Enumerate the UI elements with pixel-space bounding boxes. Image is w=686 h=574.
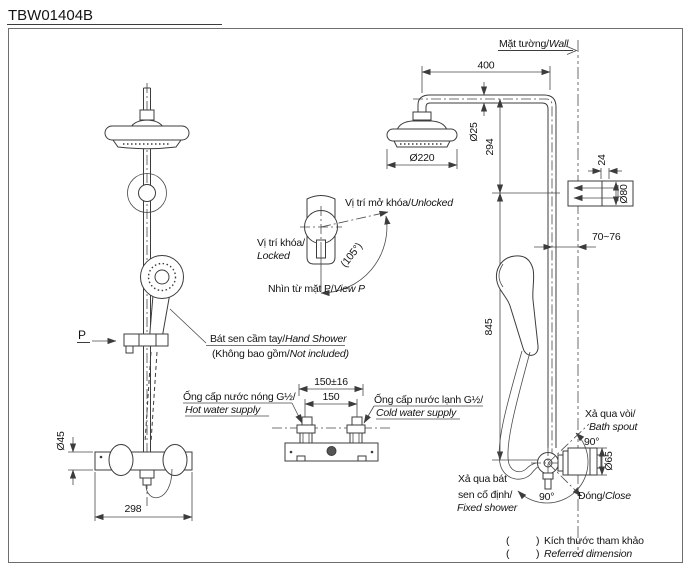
locked-label-vi: Vị trí khóa/ (257, 237, 305, 249)
dim-400-label: 400 (477, 59, 495, 72)
overhead-shower-front (105, 120, 189, 149)
bath-spout-label-en: Bath spout (589, 421, 638, 433)
dim-65-label: Ø65 (603, 451, 615, 471)
fixed-shower-label-en: Fixed shower (457, 502, 518, 514)
hot-water-label-vi: Ống cấp nước nóng G½/ (183, 391, 296, 403)
dim-220-label: Ø220 (409, 152, 435, 164)
fixed-shower-label-vi2: sen cố định/ (458, 489, 513, 501)
cold-water-label-vi: Ống cấp nước lạnh G½/ (374, 394, 483, 406)
unlocked-label: Vị trí mở khóa/Unlocked (345, 197, 453, 209)
bath-spout-label-vi: Xả qua vòi/ (585, 408, 636, 420)
top-connector-nut (140, 110, 154, 120)
mixer-valve-front (95, 445, 192, 498)
view-p-caption: Nhìn từ mặt P/View P (268, 283, 365, 295)
model-number-title: TBW01404B (8, 7, 94, 24)
supply-view (183, 376, 483, 461)
dim-845-label: 845 (483, 318, 495, 336)
angle-bottom-label: 90° (539, 491, 555, 503)
side-view (387, 38, 638, 556)
dim-arm-drop (492, 99, 560, 193)
wall-label: Mặt tường/Wall (499, 38, 569, 50)
locked-label-en: Locked (257, 250, 290, 262)
footnote (506, 535, 644, 560)
dim-connector-offset (588, 168, 622, 179)
footnote-line1: ( ) Kích thước tham khảo (506, 535, 644, 547)
dim-valve-diameter (68, 437, 93, 485)
slide-bracket-front (124, 334, 168, 353)
dim-25-label: Ø25 (468, 122, 480, 142)
dim-298-label: 298 (124, 503, 142, 515)
hand-shower-label: Bát sen cầm tay/Hand Shower (210, 333, 347, 345)
dim-7076-label: 70~76 (592, 231, 621, 243)
detail-view-p (257, 196, 454, 296)
mixer-body-top-view (285, 443, 378, 461)
left-knob (109, 445, 133, 476)
view-p-marker: P (78, 328, 86, 342)
dim-150pm16-label: 150±16 (314, 376, 348, 388)
fixed-shower-label-vi1: Xả qua bát (458, 473, 507, 485)
close-label: Đóng/Close (578, 490, 631, 502)
dim-294-label: 294 (484, 138, 496, 156)
overhead-shower-side (387, 121, 457, 147)
dim-105-label: (105°) (338, 240, 365, 270)
cold-water-label-en: Cold water supply (376, 407, 457, 419)
right-knob (163, 445, 187, 476)
dim-150-label: 150 (322, 391, 340, 403)
hand-shower-side (496, 256, 538, 355)
footnote-line2: ( ) Referred dimension (506, 548, 633, 560)
hand-shower-note: (Không bao gồm/Not included) (212, 348, 349, 360)
dim-24-label: 24 (596, 154, 608, 166)
hot-water-label-en: Hot water supply (185, 404, 261, 416)
dim-45-label: Ø45 (55, 431, 67, 451)
angle-top-label: 90° (584, 436, 600, 448)
diverter-valve-side (531, 446, 601, 489)
dim-80-label: Ø80 (618, 184, 630, 204)
